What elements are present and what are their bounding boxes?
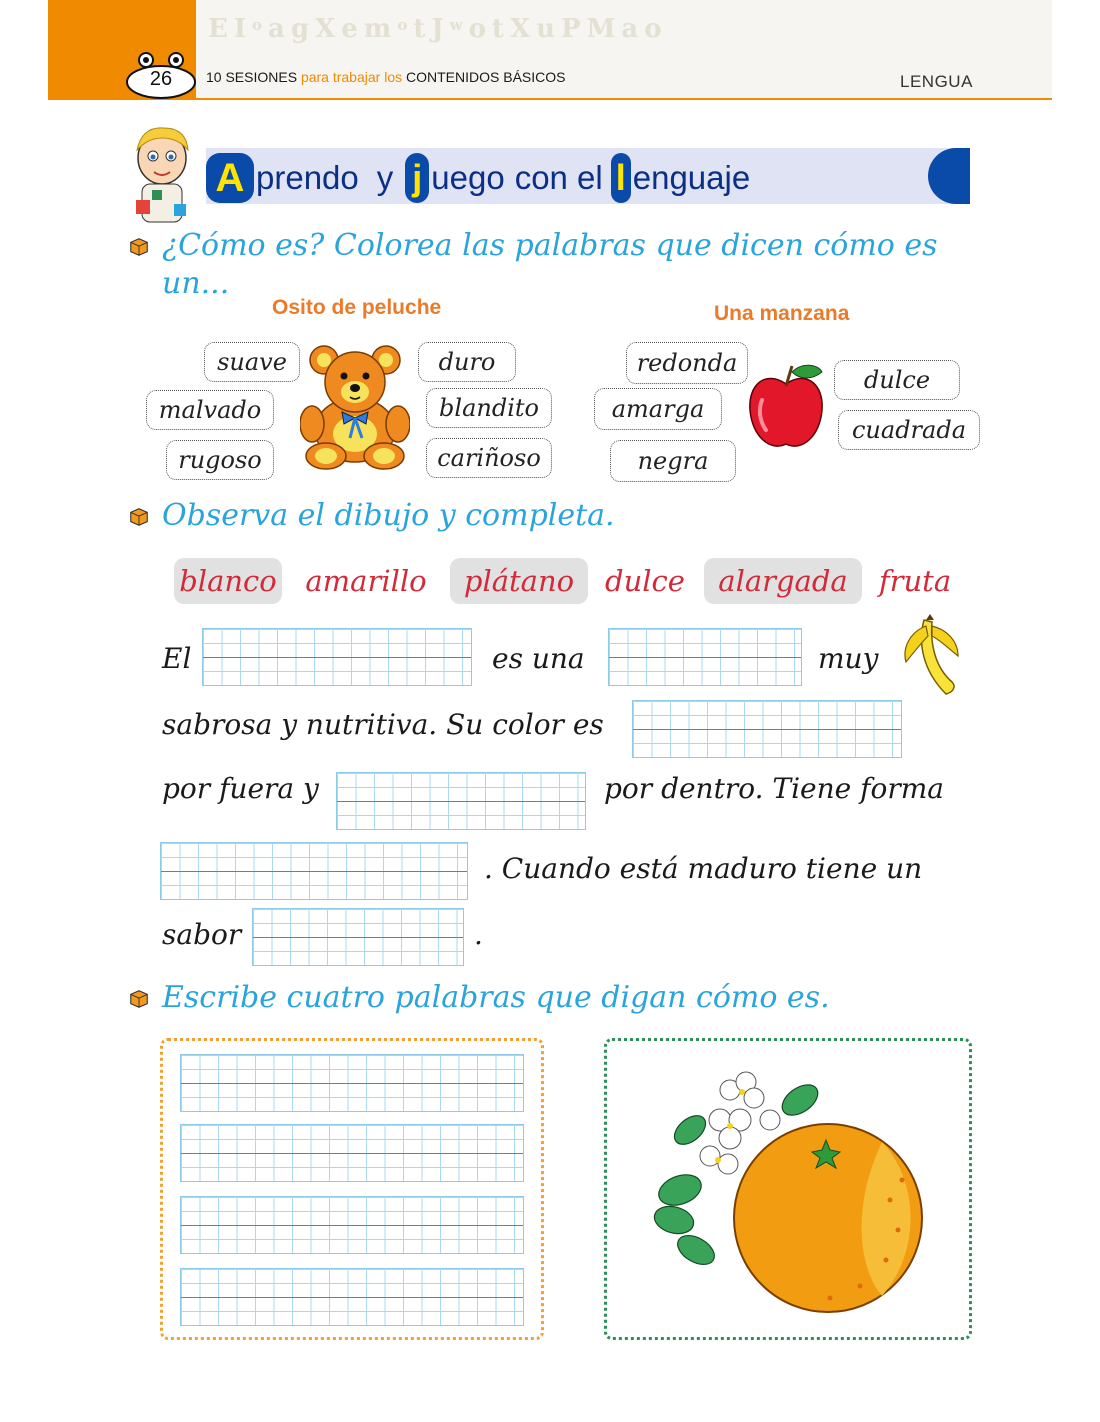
heading-word: y (376, 159, 394, 196)
word-bank-item[interactable]: alargada (704, 558, 862, 604)
instruction-2: Observa el dibujo y completa. (162, 498, 615, 533)
subject-label: LENGUA (900, 72, 973, 91)
cube-bullet-icon (128, 988, 150, 1010)
word-bank-item[interactable]: amarillo (305, 564, 427, 598)
decor-letter: a (268, 14, 285, 44)
writing-grid[interactable] (632, 700, 902, 758)
heading-word: uego (431, 159, 505, 196)
sentence-fragment: sabrosa y nutritiva. Su color es (162, 708, 604, 741)
decor-letter: t (491, 14, 504, 44)
sentence-fragment: . Cuando está maduro tiene un (484, 852, 923, 885)
decor-letter: I (233, 14, 246, 44)
word-choice[interactable]: duro (418, 342, 516, 382)
cube-bullet-icon (128, 236, 150, 258)
word-choice[interactable]: blandito (426, 388, 552, 428)
word-bank-item[interactable]: dulce (605, 564, 685, 598)
decor-letter: o (252, 16, 263, 34)
decor-letter: m (363, 14, 392, 44)
writing-grid[interactable] (180, 1196, 524, 1254)
writing-grid[interactable] (180, 1268, 524, 1326)
writing-grid[interactable] (252, 908, 464, 966)
title-part: CONTENIDOS BÁSICOS (406, 69, 566, 85)
writing-grid[interactable] (160, 842, 468, 900)
title-part: 10 SESIONES (206, 69, 301, 85)
boy-mascot-icon (122, 120, 200, 230)
header-decorative-letters (208, 14, 1048, 62)
sentence-fragment: por dentro. Tiene forma (604, 772, 944, 805)
instruction-3: Escribe cuatro palabras que digan cómo es. (162, 980, 830, 1015)
word-choice[interactable]: malvado (146, 390, 274, 430)
teddy-title: Osito de peluche (272, 296, 442, 319)
word-bank-item[interactable]: blanco (174, 558, 282, 604)
page-number: 26 (149, 68, 173, 90)
sentence-fragment: muy (818, 642, 879, 675)
heading-word: enguaje (632, 159, 751, 196)
word-choice[interactable]: cuadrada (838, 410, 980, 450)
decor-letter: t (413, 14, 426, 44)
apple-icon (746, 360, 826, 452)
sentence-fragment: El (162, 642, 192, 675)
decor-letter: u (536, 14, 556, 44)
word-bank-item[interactable]: fruta (878, 564, 952, 598)
apple-title: Una manzana (714, 302, 850, 325)
banana-icon (896, 612, 962, 700)
heading-word: prendo (256, 159, 359, 196)
header-divider (196, 98, 1052, 100)
book-title (206, 69, 565, 85)
heading-word: con el (514, 159, 603, 196)
decor-letter: g (290, 14, 310, 44)
word-bank-item[interactable]: plátano (450, 558, 588, 604)
instruction-1-line2: un... (162, 266, 230, 301)
decor-letter: X (509, 14, 531, 44)
word-choice[interactable]: rugoso (166, 440, 274, 480)
decor-letter: o (397, 16, 408, 34)
decor-letter: a (621, 14, 639, 44)
decor-letter: J (431, 14, 444, 44)
decor-letter: M (586, 14, 616, 44)
decor-letter: o (644, 14, 662, 44)
decor-letter: X (315, 14, 336, 44)
instruction-1-line1: ¿Cómo es? Colorea las palabras que dicen cómo es (162, 228, 938, 263)
page-heading (206, 152, 750, 204)
decor-letter: E (208, 14, 228, 44)
writing-grid[interactable] (180, 1054, 524, 1112)
word-choice[interactable]: negra (610, 440, 736, 482)
cube-bullet-icon (128, 506, 150, 528)
writing-grid[interactable] (608, 628, 802, 686)
initial-j: j (405, 153, 429, 203)
word-choice[interactable]: amarga (594, 388, 722, 430)
sentence-fragment: . (474, 918, 483, 951)
sentence-fragment: sabor (162, 918, 242, 951)
decor-letter: w (449, 16, 463, 34)
word-choice[interactable]: cariñoso (426, 438, 552, 478)
decor-letter: o (468, 14, 486, 44)
teddy-bear-icon (300, 342, 410, 470)
word-choice[interactable]: redonda (626, 342, 748, 384)
writing-grid[interactable] (202, 628, 472, 686)
word-choice[interactable]: dulce (834, 360, 960, 400)
writing-grid[interactable] (336, 772, 586, 830)
title-part-light: para trabajar los (300, 69, 406, 85)
decor-letter: P (561, 14, 581, 44)
sentence-fragment: es una (492, 642, 585, 675)
writing-grid[interactable] (180, 1124, 524, 1182)
decor-letter: e (341, 14, 358, 44)
sentence-fragment: por fuera y (162, 772, 319, 805)
word-choice[interactable]: suave (204, 342, 300, 382)
initial-A: A (206, 153, 254, 203)
orange-with-blossoms-icon (650, 1060, 930, 1320)
initial-l: l (611, 153, 631, 203)
